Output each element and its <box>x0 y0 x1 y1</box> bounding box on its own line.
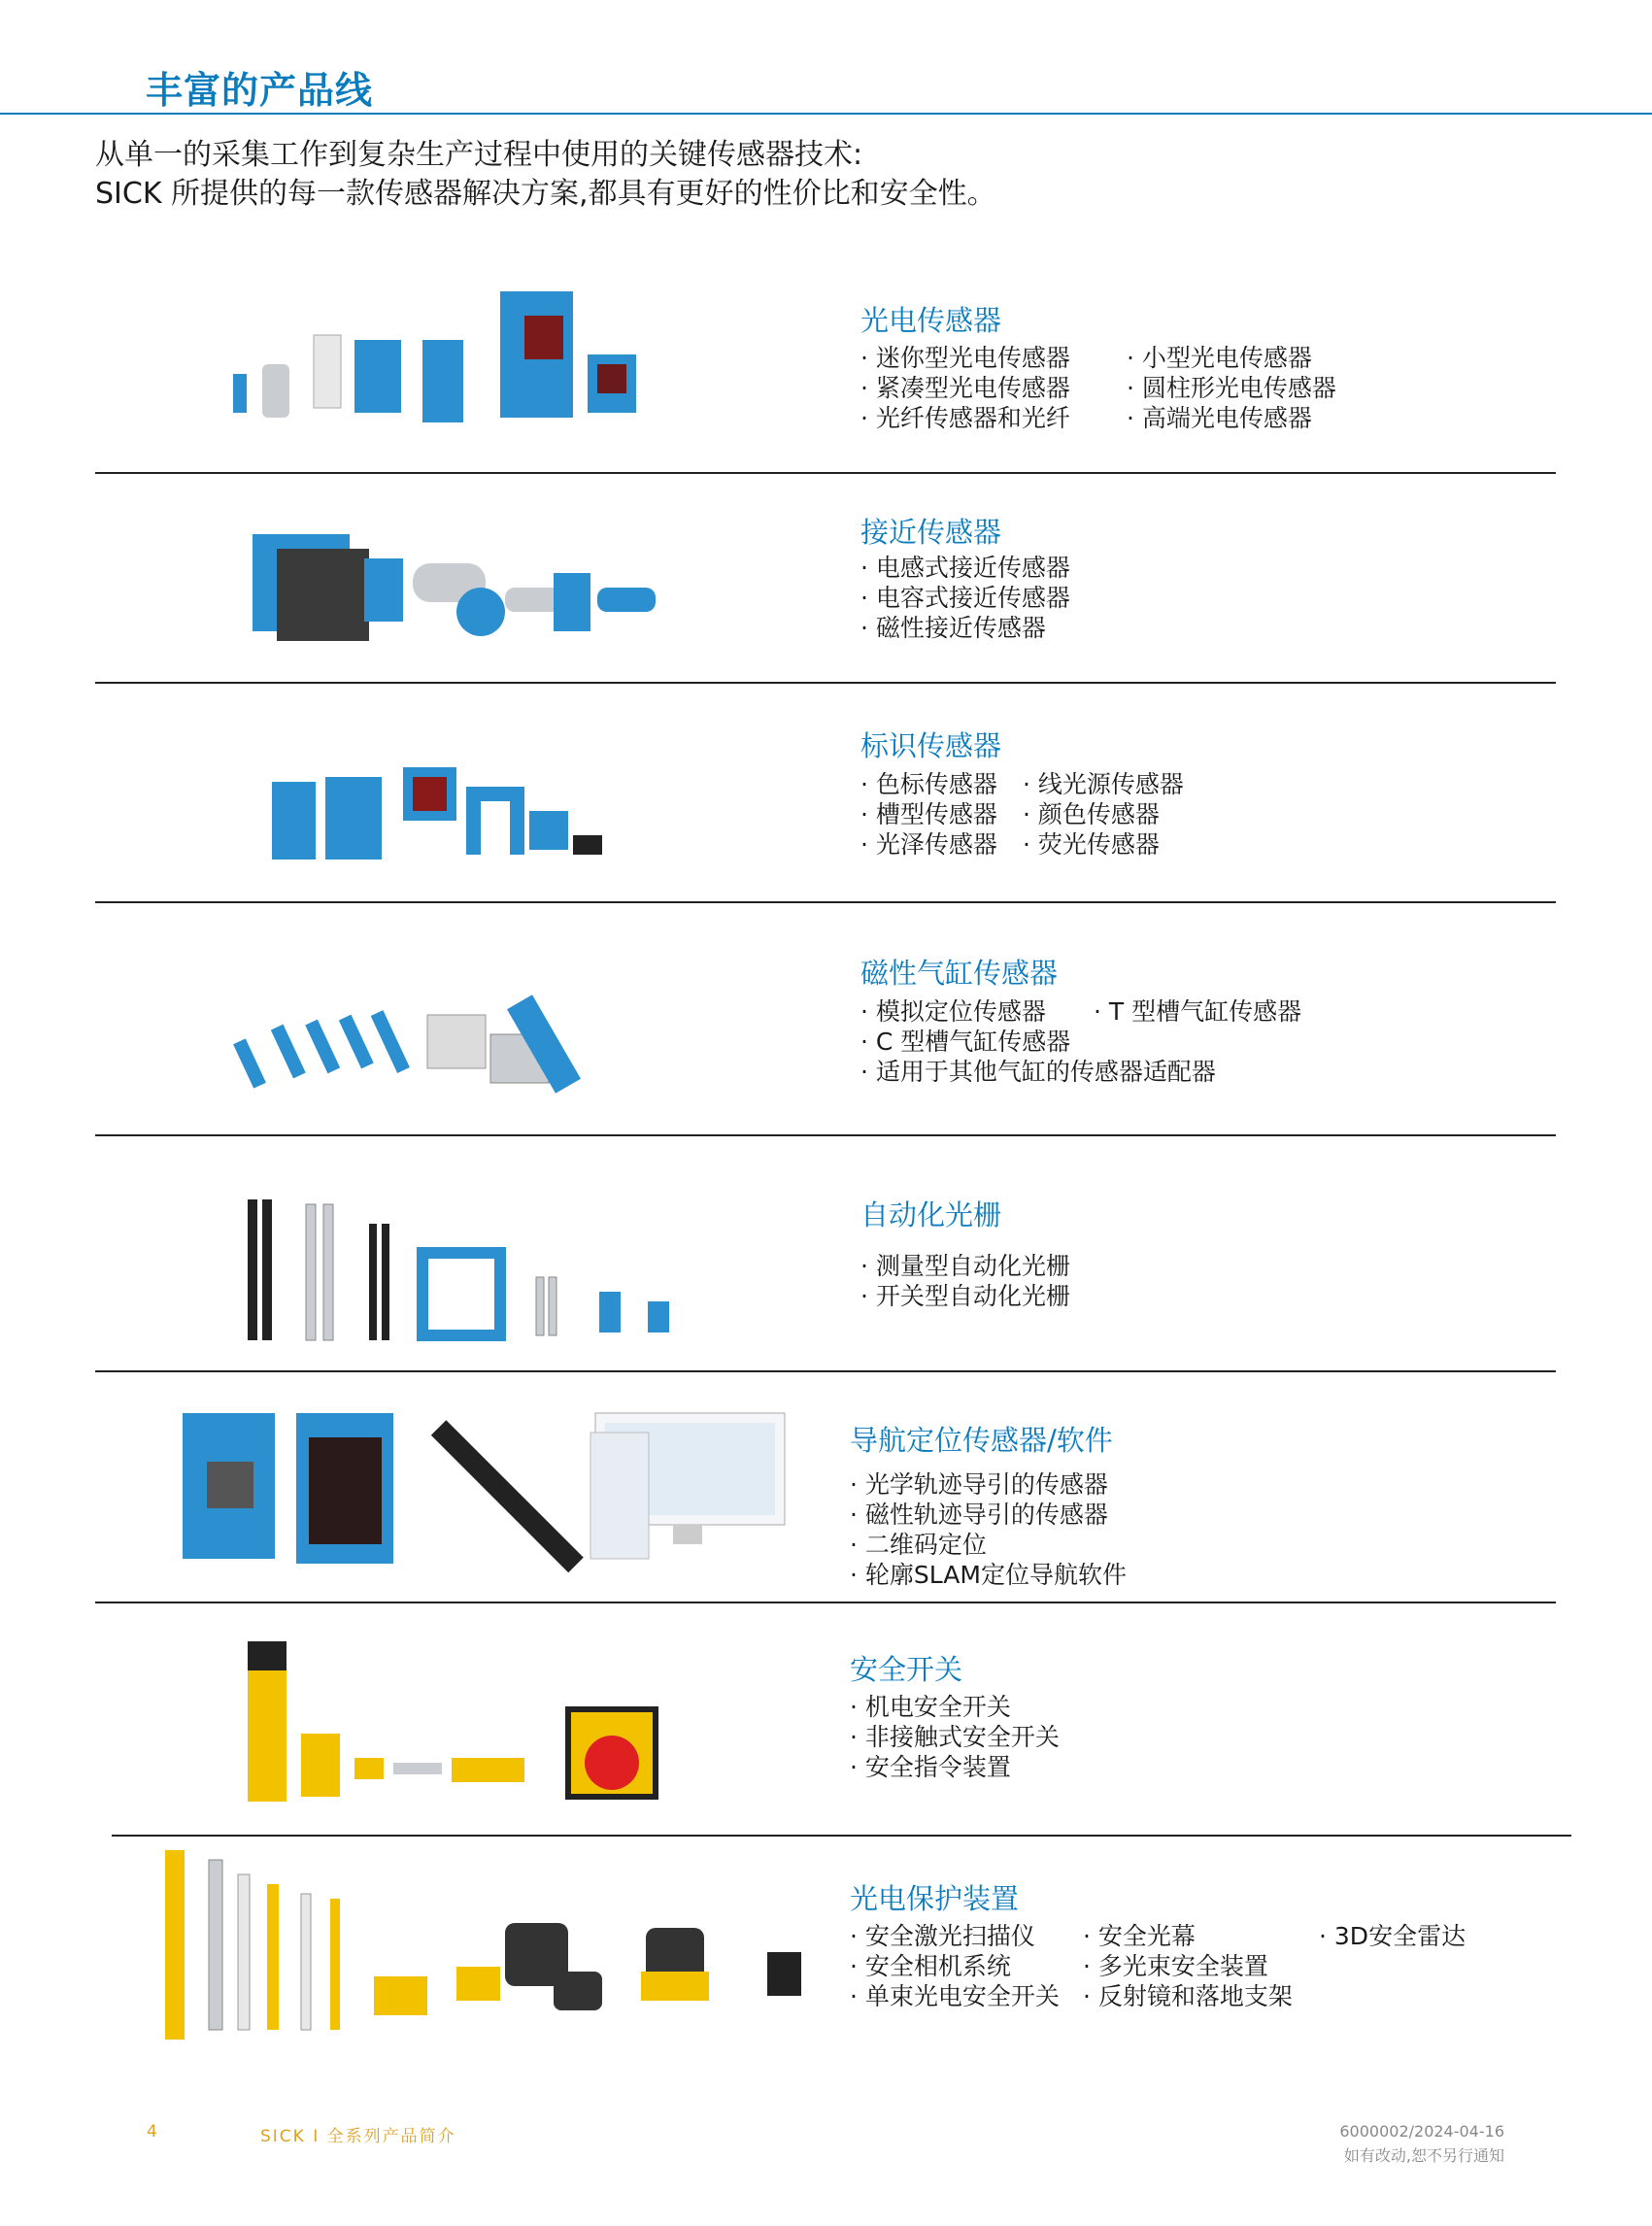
section-divider <box>95 1370 1556 1372</box>
category-list-navigation <box>850 1469 1127 1590</box>
list-item: · 机电安全开关 <box>850 1692 1060 1722</box>
list-item: · 多光束安全装置 <box>1083 1951 1293 1981</box>
list-item: · 模拟定位传感器 <box>860 996 1216 1027</box>
intro-line-1: 从单一的采集工作到复杂生产过程中使用的关键传感器技术: <box>95 138 863 172</box>
section-divider <box>95 472 1556 474</box>
change-notice: 如有改动,恕不另行通知 <box>1343 2146 1504 2165</box>
intro-line-2: SICK 所提供的每一款传感器解决方案,都具有更好的性价比和安全性。 <box>95 177 996 211</box>
category-title-navigation: 导航定位传感器/软件 <box>850 1424 1113 1457</box>
section-divider <box>112 1835 1571 1837</box>
safety-switches-image <box>228 1632 665 1806</box>
photoelectric-sensors-image <box>228 282 656 442</box>
category-title-proximity: 接近传感器 <box>860 516 1002 549</box>
proximity-sensors-image <box>248 520 675 651</box>
navigation-sensors-image <box>178 1389 794 1573</box>
list-item: · 安全激光扫描仪 <box>850 1921 1060 1951</box>
list-item: · 迷你型光电传感器 <box>860 343 1070 373</box>
opto-electronic-protective-devices-image <box>155 1840 835 2044</box>
category-list-photoelectric-col2 <box>1127 343 1336 433</box>
footer-brand: SICK I 全系列产品简介 <box>260 2127 456 2146</box>
category-list-safety-switches <box>850 1692 1060 1782</box>
list-item: · 非接触式安全开关 <box>850 1722 1060 1752</box>
list-item: · 二维码定位 <box>850 1530 1127 1560</box>
list-item: · T 型槽气缸传感器 <box>1094 996 1301 1027</box>
registration-sensors-image <box>267 758 607 874</box>
list-item: · 轮廓SLAM定位导航软件 <box>850 1560 1127 1590</box>
automation-light-grids-image <box>238 1195 685 1345</box>
category-list-photoelectric-col1 <box>860 343 1070 433</box>
list-item: · 安全光幕 <box>1083 1921 1293 1951</box>
category-title-registration: 标识传感器 <box>860 729 1002 762</box>
list-item: · 光泽传感器 <box>860 829 997 860</box>
list-item: · 安全相机系统 <box>850 1951 1060 1981</box>
cylinder-sensors-image <box>238 957 685 1097</box>
category-list-proximity <box>860 553 1070 643</box>
section-divider <box>95 682 1556 684</box>
list-item: · 电容式接近传感器 <box>860 583 1070 613</box>
category-list-cylinder-col2 <box>1094 996 1301 1027</box>
category-list-light-grids <box>860 1251 1070 1311</box>
list-item: · 测量型自动化光栅 <box>860 1251 1070 1281</box>
list-item: · 槽型传感器 <box>860 799 997 829</box>
list-item: · 线光源传感器 <box>1023 769 1184 799</box>
category-title-protective-devices: 光电保护装置 <box>850 1882 1020 1915</box>
list-item: · 高端光电传感器 <box>1127 403 1336 433</box>
list-item: · 电感式接近传感器 <box>860 553 1070 583</box>
list-item: · 单束光电安全开关 <box>850 1981 1060 2011</box>
section-divider <box>95 1134 1556 1136</box>
list-item: · 磁性接近传感器 <box>860 613 1070 643</box>
category-list-registration-col1 <box>860 769 997 860</box>
list-item: · 开关型自动化光栅 <box>860 1281 1070 1311</box>
intro-text <box>95 136 1455 214</box>
list-item: · 小型光电传感器 <box>1127 343 1336 373</box>
category-title-safety-switches: 安全开关 <box>850 1653 963 1686</box>
section-divider <box>95 901 1556 903</box>
list-item: · 光学轨迹导引的传感器 <box>850 1469 1127 1500</box>
list-item: · 3D安全雷达 <box>1319 1921 1466 1951</box>
category-title-light-grids: 自动化光栅 <box>860 1198 1002 1231</box>
list-item: · 安全指令装置 <box>850 1752 1060 1782</box>
page-title: 丰富的产品线 <box>146 69 374 112</box>
list-item: · 圆柱形光电传感器 <box>1127 373 1336 403</box>
list-item: · 色标传感器 <box>860 769 997 799</box>
list-item: · 适用于其他气缸的传感器适配器 <box>860 1057 1216 1087</box>
category-list-registration-col2 <box>1023 769 1184 860</box>
list-item: · C 型槽气缸传感器 <box>860 1027 1216 1057</box>
list-item: · 紧凑型光电传感器 <box>860 373 1070 403</box>
list-item: · 荧光传感器 <box>1023 829 1184 860</box>
category-title-photoelectric: 光电传感器 <box>860 304 1002 337</box>
page-number: 4 <box>147 2122 157 2142</box>
title-divider <box>0 113 1652 115</box>
category-list-protective-devices-col3 <box>1319 1921 1466 1951</box>
list-item: · 反射镜和落地支架 <box>1083 1981 1293 2011</box>
list-item: · 颜色传感器 <box>1023 799 1184 829</box>
category-list-protective-devices-col1 <box>850 1921 1060 2011</box>
category-title-cylinder: 磁性气缸传感器 <box>860 957 1059 990</box>
list-item: · 磁性轨迹导引的传感器 <box>850 1500 1127 1530</box>
document-code: 6000002/2024-04-16 <box>1339 2122 1504 2141</box>
category-list-protective-devices-col2 <box>1083 1921 1293 2011</box>
section-divider <box>95 1602 1556 1603</box>
list-item: · 光纤传感器和光纤 <box>860 403 1070 433</box>
